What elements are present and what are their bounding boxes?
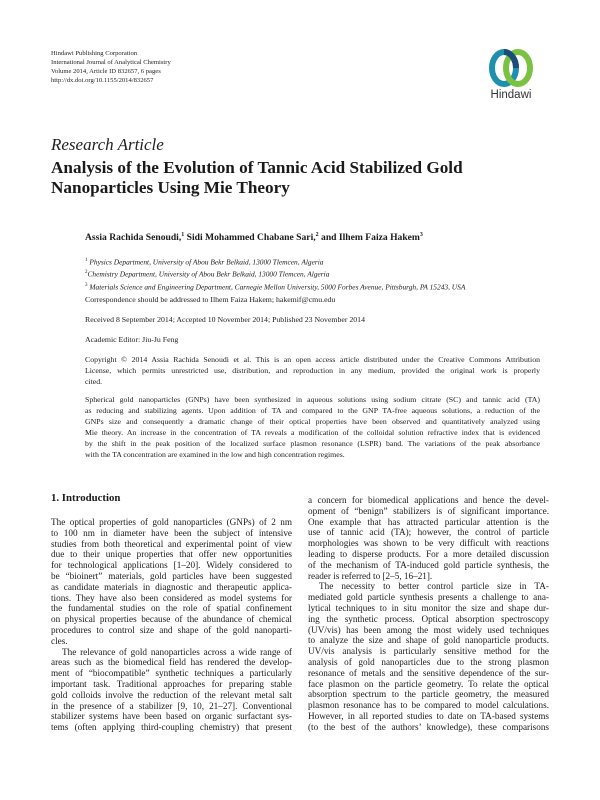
text-line: for technological applications [1–20]. Widely considered to bbox=[51, 560, 292, 571]
text-line: a concern for biomedical applications and hence the devel- bbox=[308, 495, 549, 505]
text-line: (UV/vis) has been among the most widely used techniques bbox=[308, 624, 549, 635]
academic-editor: Academic Editor: Jiu-Ju Feng bbox=[85, 335, 179, 344]
text-line: morphologies was shown to be very difficult with reactions bbox=[308, 538, 549, 549]
author-list bbox=[85, 232, 423, 243]
volume-info: Volume 2014, Article ID 832657, 6 pages bbox=[51, 68, 161, 75]
logo-text: Hindawi bbox=[490, 89, 532, 101]
abstract bbox=[85, 394, 540, 460]
text-line: as reducing and stabilizing agents. Upon addition of TA and compared to the GNP TA-free aqueous solutions, a reduction of the bbox=[85, 406, 540, 415]
text-line: absorption spectrum to the particle geometry, the measured bbox=[308, 689, 549, 700]
text-line: studies from both theoretical and experimental point of view bbox=[51, 538, 292, 549]
affiliations bbox=[85, 255, 465, 292]
journal-name: International Journal of Analytical Chemistry bbox=[51, 59, 171, 66]
text-line: gold colloids involve the reduction of the relevant metal salt bbox=[51, 689, 292, 700]
interlocking-rings-icon bbox=[483, 47, 539, 89]
article-title bbox=[51, 158, 531, 197]
copyright-notice bbox=[85, 354, 540, 387]
text-line: Mie theory. An increase in the concentration of TA reveals a modification of the colloidal solution refractive index that is evidenced bbox=[85, 428, 540, 437]
author-name: Sidi Mohammed Chabane Sari, bbox=[184, 232, 316, 244]
text-line: The necessity to better control particle size in TA- bbox=[319, 581, 549, 592]
affiliation: $^1$ Physics Department, University of Abou Bekr Belkaid, 13000 Tlemcen, Algeria bbox=[85, 257, 324, 267]
author-name: and Ilhem Faiza Hakem bbox=[318, 232, 420, 244]
text-line: (to the best of the authors’ knowledge), these comparisons bbox=[308, 721, 549, 732]
author-affiliation-marker: 3 bbox=[419, 232, 423, 238]
journal-header bbox=[51, 49, 171, 85]
paragraph bbox=[51, 647, 292, 733]
text-line: important task. Traditional approaches for preparing stable bbox=[51, 678, 292, 689]
text-line: One example that has attracted particular attention is the bbox=[308, 516, 549, 527]
title-line: Nanoparticles Using Mie Theory bbox=[51, 177, 290, 197]
text-line: face plasmon on the particle geometry. To relate the optical bbox=[308, 678, 549, 689]
text-line: reader is referred to [2–5, 16–21]. bbox=[308, 570, 433, 581]
text-line: ing the synthetic process. Optical absorption spectroscopy bbox=[308, 613, 549, 624]
text-line: leading to disperse products. For a more detailed discussion bbox=[308, 548, 549, 559]
text-line: Spherical gold nanoparticles (GNPs) have been synthesized in aqueous solutions using sodium citrate (SC) and tannic acid (TA) bbox=[85, 395, 540, 404]
text-line: due to their unique properties that offer new opportunities bbox=[51, 549, 292, 560]
text-line: the fundamental studies on the role of spatial confinement bbox=[51, 603, 292, 614]
text-line: The relevance of gold nanoparticles across a wide range of bbox=[62, 646, 292, 657]
text-line: opment of “benign” stabilizers is of significant importance. bbox=[308, 505, 549, 516]
text-line: GNPs size and consequently a dramatic change of their optical properties have been observed and quantitatively analyzed using bbox=[85, 417, 540, 426]
paragraph bbox=[308, 581, 549, 732]
text-line: lytical techniques to in situ monitor the size and shape dur- bbox=[308, 602, 549, 613]
text-line: as candidate materials in diagnostic and therapeutic applica- bbox=[51, 581, 292, 592]
paragraph bbox=[51, 517, 292, 647]
right-column bbox=[308, 495, 549, 733]
text-line: in the presence of a stabilizer [9, 10, 21–27]. Conventional bbox=[51, 700, 292, 711]
text-line: plasmon resonance has to be compared to model calculations. bbox=[308, 700, 549, 711]
affiliation: $^2$Chemistry Department, University of Abou Bekr Belkaid, 13000 Tlemcen, Algeria bbox=[85, 269, 330, 279]
text-line: However, in all reported studies to date on TA-based systems bbox=[308, 710, 549, 721]
text-line: Copyright © 2014 Assia Rachida Senoudi et al. This is an open access article distributed under the Creative Commons Attribution bbox=[85, 355, 540, 364]
text-line: by the shift in the peak position of the localized surface plasmon resonance (LSPR) band. The variations of the peak absorbance bbox=[85, 439, 540, 448]
publication-dates: Received 8 September 2014; Accepted 10 November 2014; Published 23 November 2014 bbox=[85, 315, 365, 324]
text-line: mediated gold particle synthesis presents a challenge to ana- bbox=[308, 592, 549, 603]
text-line: License, which permits unrestricted use, distribution, and reproduction in any medium, provided the original work is properly bbox=[85, 366, 540, 375]
hindawi-logo bbox=[483, 47, 539, 105]
article-type: Research Article bbox=[51, 135, 164, 154]
affiliation: $^3$ Materials Science and Engineering Department, Carnegie Mellon University, 5000 Forbes Avenue, Pittsburgh, PA 15243, USA bbox=[85, 282, 466, 292]
left-column bbox=[51, 517, 292, 733]
text-line: to analyze the size and shape of gold nanoparticle products. bbox=[308, 635, 549, 646]
correspondence: Correspondence should be addressed to Ilhem Faiza Hakem; hakemif@cmu.edu bbox=[85, 295, 336, 304]
section-heading: 1. Introduction bbox=[51, 492, 121, 504]
text-line: cited. bbox=[85, 377, 103, 386]
text-line: ment of “biocompatible” synthetic techniques a particularly bbox=[51, 668, 292, 679]
text-line: tems (often applying third-coupling chemistry) that present bbox=[51, 722, 292, 733]
text-line: to 100 nm in diameter have been the subject of intensive bbox=[51, 527, 292, 538]
text-line: of the mechanism of TA-induced gold particle synthesis, the bbox=[308, 559, 549, 570]
doi-link[interactable]: http://dx.doi.org/10.1155/2014/832657 bbox=[51, 77, 154, 84]
title-line: Analysis of the Evolution of Tannic Acid Stabilized Gold bbox=[51, 158, 463, 177]
text-line: procedures to control size and shape of the gold nanoparti- bbox=[51, 624, 292, 635]
text-line: use of tannic acid (TA); however, the control of particle bbox=[308, 527, 549, 538]
text-line: analysis of gold nanoparticles due to the strong plasmon bbox=[308, 656, 549, 667]
text-line: cles. bbox=[51, 635, 68, 646]
text-line: stabilizer systems have been based on organic surfactant sys- bbox=[51, 711, 292, 722]
text-line: on physical properties because of the abundance of chemical bbox=[51, 614, 292, 625]
paragraph bbox=[308, 495, 549, 581]
author-affiliation-marker: 1 bbox=[181, 232, 185, 238]
author-name: Assia Rachida Senoudi, bbox=[85, 232, 182, 244]
author-affiliation-marker: 2 bbox=[315, 232, 319, 238]
text-line: resonance of metals and the sensitive dependence of the sur- bbox=[308, 667, 549, 678]
text-line: areas such as the biomedical field has rendered the develop- bbox=[51, 657, 292, 668]
text-line: tions. They have also been considered as model systems for bbox=[51, 592, 292, 603]
publisher-line: Hindawi Publishing Corporation bbox=[51, 50, 138, 57]
text-line: be “bioinert” materials, gold particles have been suggested bbox=[51, 570, 292, 581]
text-line: The optical properties of gold nanoparticles (GNPs) of 2 nm bbox=[51, 517, 292, 527]
text-line: UV/vis analysis is particularly sensitive method for the bbox=[308, 646, 549, 657]
text-line: with the TA concentration are examined in the low and high concentration regimes. bbox=[85, 450, 345, 459]
